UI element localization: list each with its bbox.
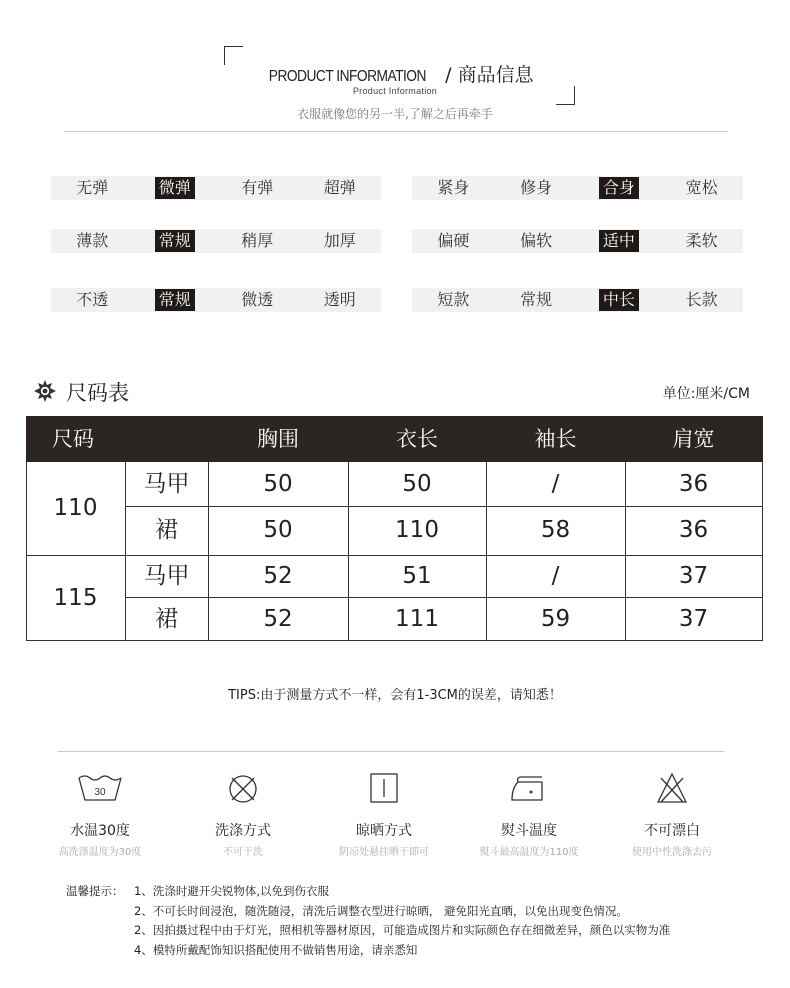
attribute-option-cell xyxy=(412,176,495,200)
care-divider xyxy=(58,751,724,752)
attribute-option: 长款 xyxy=(685,290,718,309)
value-cell: 58 xyxy=(540,517,571,543)
item-cell: 裙 xyxy=(155,517,178,543)
value-cell: 111 xyxy=(395,606,439,632)
size-cell: 115 xyxy=(53,585,98,611)
care-subtitle: 高洗涤温度为30度 xyxy=(58,847,142,858)
care-title: 晾晒方式 xyxy=(356,823,412,839)
note-row xyxy=(66,921,670,941)
attribute-option-cell xyxy=(412,229,495,253)
care-subtitle: 使用中性洗涤去污 xyxy=(632,847,712,858)
attribute-option-cell xyxy=(299,176,382,200)
attribute-option: 微透 xyxy=(241,290,274,309)
attribute-option: 偏软 xyxy=(520,231,553,250)
value-cell: 36 xyxy=(678,471,709,497)
attribute-option-cell xyxy=(660,176,743,200)
page-description: 衣服就像您的另一半,了解之后再牵手 xyxy=(297,107,493,121)
gear-icon xyxy=(34,380,56,402)
iron-icon xyxy=(504,770,554,806)
attribute-row xyxy=(51,229,381,253)
attribute-option-cell xyxy=(412,288,495,312)
tips-text: TIPS:由于测量方式不一样，会有1-3CM的误差，请知悉！ xyxy=(228,688,562,703)
attribute-option-cell xyxy=(51,176,134,200)
attribute-option: 透明 xyxy=(323,290,356,309)
header-size: 尺码 xyxy=(52,427,94,451)
care-title: 洗涤方式 xyxy=(215,823,271,839)
care-title: 水温30度 xyxy=(70,823,130,839)
title-en: PRODUCT INFORMATION xyxy=(269,68,427,85)
care-subtitle: 阴凉处悬挂晒干即可 xyxy=(339,847,429,858)
value-cell: 51 xyxy=(402,563,432,589)
size-chart-title: 尺码表 xyxy=(66,381,129,405)
attribute-option: 超弹 xyxy=(323,178,356,197)
care-item-wash-temp xyxy=(25,770,175,858)
care-item-wash-method xyxy=(168,770,318,858)
value-cell: 37 xyxy=(678,563,709,589)
attribute-option-cell xyxy=(299,229,382,253)
attribute-option: 有弹 xyxy=(241,178,274,197)
attribute-row xyxy=(412,229,743,253)
header-sleeve: 袖长 xyxy=(534,427,577,451)
care-item-drying xyxy=(309,770,459,858)
attribute-option: 紧身 xyxy=(437,178,470,197)
attribute-option-cell xyxy=(134,229,217,253)
attribute-option-selected: 微弹 xyxy=(155,177,195,199)
care-subtitle: 不可干洗 xyxy=(223,847,263,858)
attribute-option-cell xyxy=(660,288,743,312)
attribute-option: 薄款 xyxy=(76,231,109,250)
attribute-option-cell xyxy=(134,288,217,312)
value-cell: 50 xyxy=(263,517,293,543)
attribute-option-cell xyxy=(495,229,578,253)
wash-temp-label: 30 xyxy=(94,787,106,798)
value-cell: / xyxy=(551,563,560,589)
attribute-option-cell xyxy=(495,176,578,200)
attribute-option-cell xyxy=(216,288,299,312)
attribute-option-cell xyxy=(216,176,299,200)
notes-label: 温馨提示： xyxy=(66,884,124,898)
attribute-option-cell xyxy=(495,288,578,312)
note-row xyxy=(66,902,670,922)
attribute-row xyxy=(51,288,381,312)
attribute-option-selected: 常规 xyxy=(155,230,195,252)
no-bleach-icon xyxy=(647,770,697,806)
header-chest: 胸围 xyxy=(257,427,299,451)
attribute-row xyxy=(51,176,381,200)
attribute-option-cell xyxy=(134,176,217,200)
value-cell: 52 xyxy=(263,563,293,589)
attribute-option-cell xyxy=(51,288,134,312)
note-item: 2、因拍摄过程中由于灯光，照相机等器材原因，可能造成图片和实际颜色存在细微差异，颜色以实物为准 xyxy=(134,923,671,937)
attribute-option-cell xyxy=(578,229,661,253)
hang-dry-icon xyxy=(359,770,409,806)
attribute-option-selected: 常规 xyxy=(155,289,195,311)
note-row xyxy=(66,941,670,961)
notes xyxy=(66,882,670,960)
title-separator: / xyxy=(439,64,458,86)
page-title xyxy=(0,60,790,87)
attribute-option: 宽松 xyxy=(685,178,718,197)
item-cell: 马甲 xyxy=(143,563,190,589)
care-subtitle: 熨斗最高温度为110度 xyxy=(479,847,579,858)
care-title: 熨斗温度 xyxy=(501,823,557,839)
header-length: 衣长 xyxy=(396,427,438,451)
attribute-option-selected: 适中 xyxy=(599,230,639,252)
value-cell: 59 xyxy=(540,606,571,632)
attribute-option: 无弹 xyxy=(76,178,109,197)
attribute-option-selected: 中长 xyxy=(599,289,639,311)
attribute-option-cell xyxy=(216,229,299,253)
wash-30-icon xyxy=(75,770,125,806)
item-cell: 马甲 xyxy=(143,471,190,497)
attribute-option: 偏硬 xyxy=(437,231,470,250)
attribute-option-selected: 合身 xyxy=(599,177,639,199)
attribute-row xyxy=(412,288,743,312)
value-cell: 50 xyxy=(402,471,432,497)
size-chart-unit: 单位:厘米/CM xyxy=(662,386,750,402)
attribute-option: 稍厚 xyxy=(241,231,274,250)
header-shoulder: 肩宽 xyxy=(672,427,715,451)
note-item: 1、洗涤时避开尖锐物体,以免到伤衣服 xyxy=(134,884,329,898)
attribute-option-cell xyxy=(299,288,382,312)
attribute-option-cell xyxy=(51,229,134,253)
care-item-ironing xyxy=(454,770,604,858)
value-cell: 37 xyxy=(678,606,709,632)
attribute-option: 修身 xyxy=(520,178,553,197)
size-cell: 110 xyxy=(53,495,98,521)
attribute-option-cell xyxy=(578,288,661,312)
attribute-option: 柔软 xyxy=(685,231,718,250)
attribute-option: 短款 xyxy=(437,290,470,309)
attribute-option: 不透 xyxy=(76,290,109,309)
value-cell: 50 xyxy=(263,471,293,497)
value-cell: 110 xyxy=(395,517,439,543)
value-cell: / xyxy=(551,471,560,497)
care-item-bleach xyxy=(597,770,747,858)
item-cell: 裙 xyxy=(155,606,178,632)
value-cell: 36 xyxy=(678,517,709,543)
attribute-option: 加厚 xyxy=(323,231,356,250)
note-item: 2、不可长时间浸泡，随洗随浸，清洗后调整衣型进行晾晒， 避免阳光直晒，以免出现变色情况。 xyxy=(134,903,628,918)
attribute-row xyxy=(412,176,743,200)
title-cn: 商品信息 xyxy=(457,64,534,86)
note-row xyxy=(66,882,670,902)
value-cell: 52 xyxy=(263,606,293,632)
header-divider xyxy=(64,131,728,132)
page-subtitle: Product Information xyxy=(352,86,438,96)
care-title: 不可漂白 xyxy=(644,823,700,839)
attribute-option: 常规 xyxy=(520,290,553,309)
attribute-option-cell xyxy=(660,229,743,253)
no-wash-icon xyxy=(218,770,268,806)
attribute-option-cell xyxy=(578,176,661,200)
note-item: 4、模特所戴配饰知识搭配使用不做销售用途，请亲悉知 xyxy=(134,942,418,957)
